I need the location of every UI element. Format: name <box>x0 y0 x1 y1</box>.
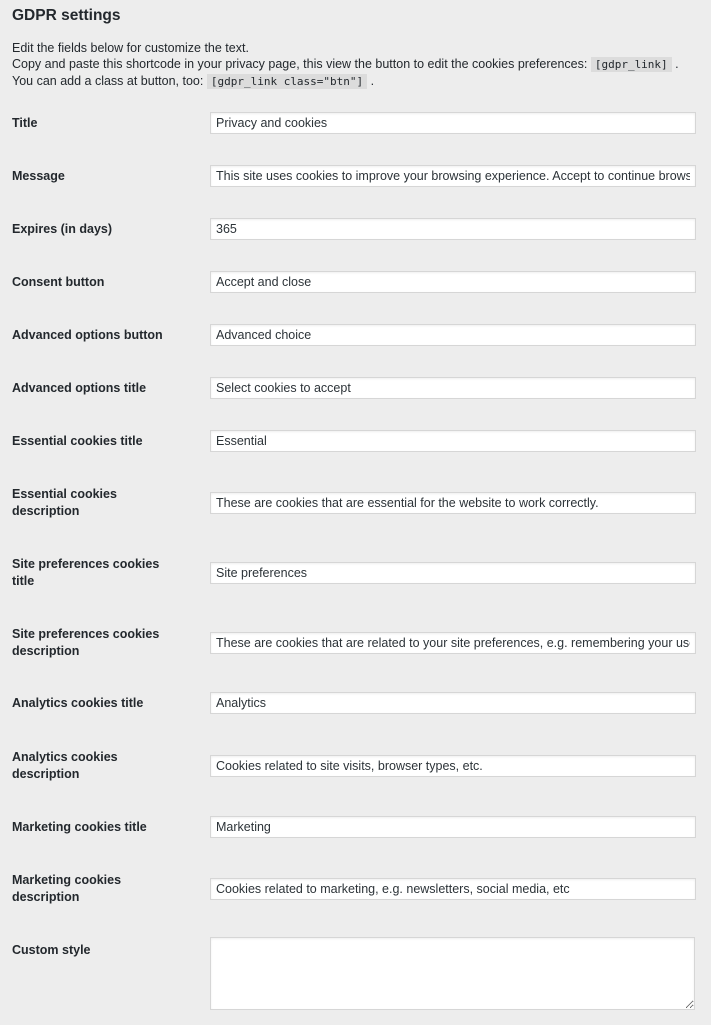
intro-line-3 <box>12 73 702 90</box>
advanced-options-button-input[interactable] <box>210 324 696 346</box>
title-input[interactable] <box>210 112 696 134</box>
site-prefs-title-input[interactable] <box>210 562 696 584</box>
marketing-description-label <box>12 872 182 906</box>
marketing-description-label-line-2: description <box>12 890 80 904</box>
shortcode-gdpr-link-class: [gdpr_link class="btn"] <box>207 74 367 89</box>
essential-title-label: Essential cookies title <box>12 434 143 448</box>
intro-line-3-suffix: . <box>370 74 375 88</box>
custom-style-textarea[interactable] <box>210 937 695 1010</box>
site-prefs-title-label-line-1: Site preferences cookies <box>12 557 160 571</box>
consent-button-input[interactable] <box>210 271 696 293</box>
site-prefs-description-label-line-1: Site preferences cookies <box>12 627 160 641</box>
analytics-title-input[interactable] <box>210 692 696 714</box>
advanced-options-title-label: Advanced options title <box>12 381 147 395</box>
intro-line-2 <box>12 56 702 73</box>
marketing-title-input[interactable] <box>210 816 696 838</box>
site-prefs-title-label <box>12 556 182 590</box>
page-title: GDPR settings <box>12 7 121 24</box>
custom-style-label: Custom style <box>12 943 91 957</box>
essential-title-input[interactable] <box>210 430 696 452</box>
essential-description-label <box>12 486 182 520</box>
site-prefs-description-label <box>12 626 182 660</box>
analytics-description-label-line-2: description <box>12 767 80 781</box>
marketing-description-input[interactable] <box>210 878 696 900</box>
intro-line-3-text: You can add a class at button, too: <box>12 74 204 88</box>
intro-line-2-text: Copy and paste this shortcode in your privacy page, this view the button to edit the cookies preferences: <box>12 57 588 71</box>
intro-text <box>12 40 702 90</box>
analytics-description-input[interactable] <box>210 755 696 777</box>
advanced-options-title-input[interactable] <box>210 377 696 399</box>
title-label: Title <box>12 116 38 130</box>
advanced-options-button-label: Advanced options button <box>12 328 163 342</box>
expires-label: Expires (in days) <box>12 222 113 236</box>
expires-input[interactable] <box>210 218 696 240</box>
analytics-description-label-line-1: Analytics cookies <box>12 750 118 764</box>
shortcode-gdpr-link: [gdpr_link] <box>591 57 672 72</box>
essential-description-label-line-2: description <box>12 504 80 518</box>
site-prefs-title-label-line-2: title <box>12 574 35 588</box>
marketing-title-label: Marketing cookies title <box>12 820 147 834</box>
message-input[interactable] <box>210 165 696 187</box>
site-prefs-description-label-line-2: description <box>12 644 80 658</box>
marketing-description-label-line-1: Marketing cookies <box>12 873 122 887</box>
analytics-description-label <box>12 749 182 783</box>
essential-description-input[interactable] <box>210 492 696 514</box>
intro-line-2-suffix: . <box>675 57 679 71</box>
site-prefs-description-input[interactable] <box>210 632 696 654</box>
analytics-title-label: Analytics cookies title <box>12 696 144 710</box>
consent-button-label: Consent button <box>12 275 105 289</box>
intro-line-1: Edit the fields below for customize the text. <box>12 41 249 55</box>
message-label: Message <box>12 169 65 183</box>
essential-description-label-line-1: Essential cookies <box>12 487 117 501</box>
